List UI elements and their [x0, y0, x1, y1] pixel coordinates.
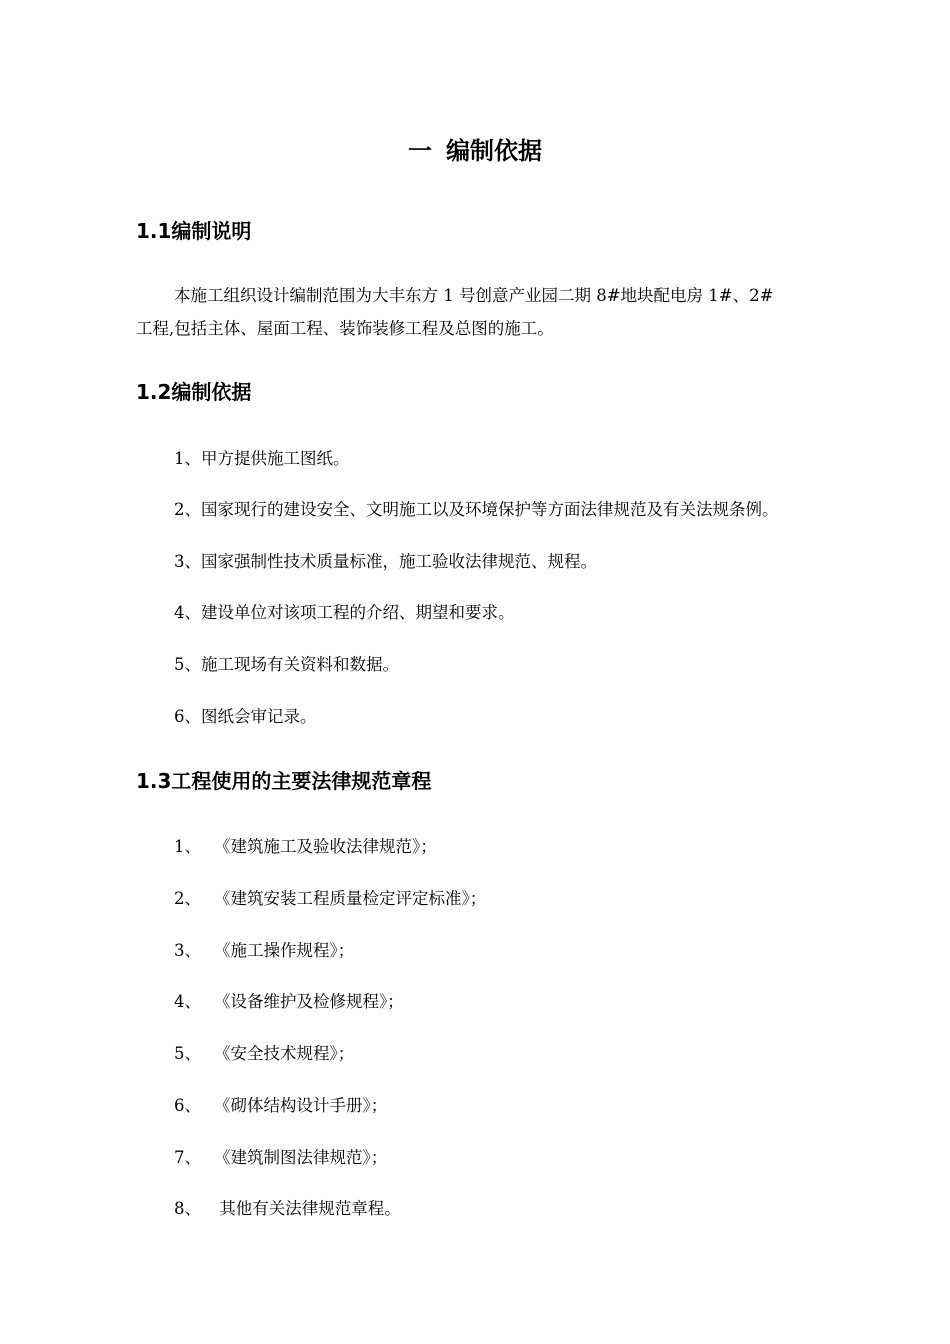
regulation-number: 3、 [174, 941, 201, 960]
regulation-number: 1、 [174, 837, 201, 856]
list-item: 5、施工现场有关资料和数据。 [174, 655, 399, 674]
chapter-title [0, 136, 950, 166]
regulation-number: 6、 [174, 1096, 201, 1115]
chapter-number: 一 [408, 137, 432, 165]
chapter-title-text: 编制依据 [446, 137, 542, 165]
regulation-item [174, 1147, 387, 1169]
list-item: 3、国家强制性技术质量标准，施工验收法律规范、规程。 [174, 552, 597, 571]
regulation-title: 《建筑安装工程质量检定评定标准》； [214, 889, 487, 908]
regulation-item [174, 836, 437, 858]
section-heading-1-3: 1.3工程使用的主要法律规范章程 [136, 769, 432, 793]
section-heading-1-2: 1.2编制依据 [136, 380, 252, 404]
list-item: 4、建设单位对该项工程的介绍、期望和要求。 [174, 603, 515, 622]
regulation-title: 《砌体结构设计手册》； [214, 1096, 388, 1115]
regulation-title: 《建筑制图法律规范》； [214, 1148, 388, 1167]
list-item: 1、甲方提供施工图纸。 [174, 449, 350, 468]
list-item: 2、国家现行的建设安全、文明施工以及环境保护等方面法律规范及有关法规条例。 [174, 500, 779, 519]
regulation-item [174, 991, 404, 1013]
regulation-item [174, 1095, 387, 1117]
paragraph-line: 工程,包括主体、屋面工程、装饰装修工程及总图的施工。 [136, 319, 554, 338]
regulation-title: 《施工操作规程》； [214, 941, 355, 960]
regulation-number: 8、 [174, 1199, 201, 1218]
section-heading-1-1: 1.1编制说明 [136, 219, 252, 243]
regulation-title: 《安全技术规程》； [214, 1044, 355, 1063]
regulation-item [174, 1198, 401, 1220]
list-item: 6、图纸会审记录。 [174, 707, 317, 726]
regulation-title: 《建筑施工及验收法律规范》； [214, 837, 437, 856]
regulation-item [174, 1043, 354, 1065]
regulation-title: 其他有关法律规范章程。 [214, 1199, 401, 1218]
regulation-number: 5、 [174, 1044, 201, 1063]
regulation-number: 7、 [174, 1148, 201, 1167]
paragraph-line: 本施工组织设计编制范围为大丰东方 1 号创意产业园二期 8#地块配电房 1#、2# [174, 286, 774, 305]
regulation-number: 2、 [174, 889, 201, 908]
regulation-title: 《设备维护及检修规程》； [214, 992, 404, 1011]
regulation-item [174, 940, 354, 962]
regulation-number: 4、 [174, 992, 201, 1011]
regulation-item [174, 888, 486, 910]
